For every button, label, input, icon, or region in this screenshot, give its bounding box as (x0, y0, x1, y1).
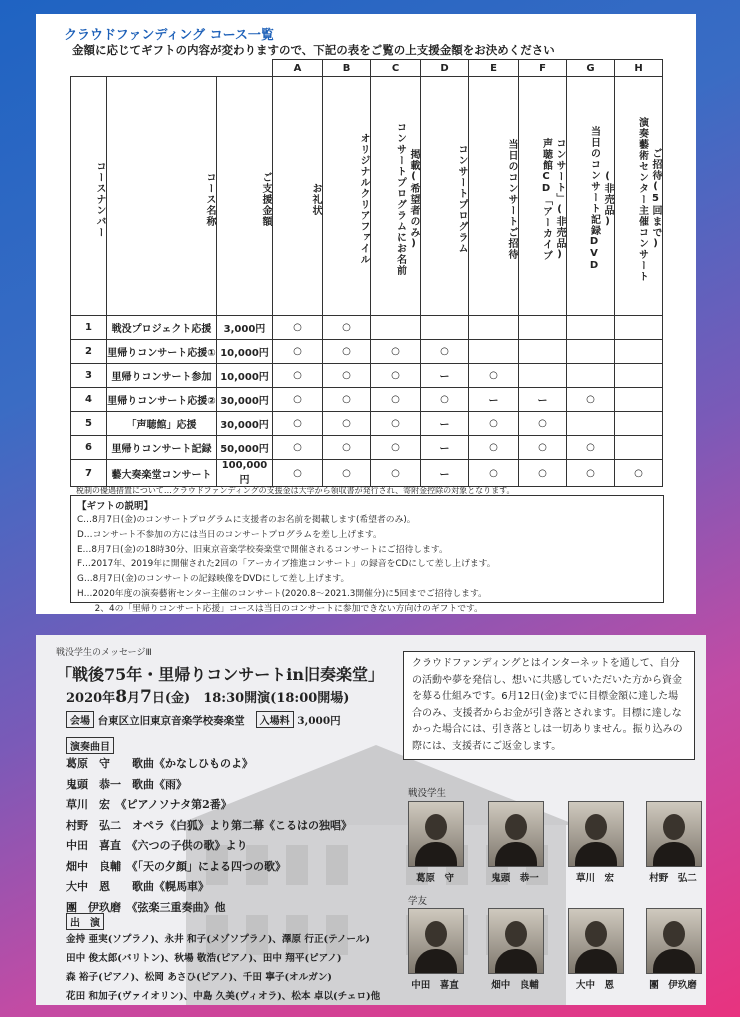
program-item: 村野 弘二 オペラ《白狐》より第二幕《こるはの独唱》 (66, 818, 352, 832)
gift-mark: ー (421, 436, 469, 460)
course-amount: 3,000円 (217, 316, 273, 340)
course-amount: 10,000円 (217, 364, 273, 388)
course-number: 4 (71, 388, 107, 412)
gift-mark: ○ (519, 460, 567, 487)
program-item: 大中 恩 歌曲《幌馬車》 (66, 880, 209, 893)
series-label: 戦没学生のメッセージⅢ (56, 648, 152, 658)
header-course-name: コース名称 (107, 77, 217, 316)
portrait-photo (408, 908, 464, 974)
program-item: 中田 喜直 《六つの子供の歌》より (66, 839, 248, 852)
gift-mark: ー (421, 364, 469, 388)
program-label: 演奏曲目 (66, 737, 114, 754)
column-letter: A (273, 60, 323, 77)
gift-mark (371, 316, 421, 340)
column-letter: C (371, 60, 421, 77)
portrait-photo (568, 908, 624, 974)
performer-line: 金持 亜実(ソプラノ)、永井 和子(メゾソプラノ)、澤原 行正(テノール) (66, 934, 370, 945)
gift-mark: ○ (371, 364, 421, 388)
gift-line: F…2017年、2019年に開催された2回の「アーカイブ推進コンサート」の録音をCDにして差し上げます。 (77, 559, 496, 570)
portrait-photo (488, 908, 544, 974)
gift-mark: ○ (421, 388, 469, 412)
course-table (70, 59, 663, 487)
course-row (71, 460, 663, 487)
gift-mark: ○ (567, 436, 615, 460)
gift-mark: ○ (323, 316, 371, 340)
course-list-subtitle: 金額に応じてギフトの内容が変わりますので、下記の表をご覧の上支援金額をお決めください (72, 43, 555, 57)
gift-line: 2、4の「里帰りコンサート応援」コースは当日のコンサートに参加できない方向けのギフトです。 (77, 603, 483, 614)
portrait-name: 團 伊玖磨 (649, 980, 697, 991)
portrait-photo (646, 801, 702, 867)
gift-mark: ○ (371, 412, 421, 436)
gift-mark (567, 340, 615, 364)
gift-mark: ○ (615, 460, 663, 487)
gift-mark: ○ (519, 436, 567, 460)
gift-mark (615, 364, 663, 388)
concert-title: 「戦後75年・里帰りコンサートin旧奏楽堂」 (56, 665, 384, 684)
performer-line: 森 裕子(ピアノ)、松岡 あさひ(ピアノ)、千田 寧子(オルガン) (66, 972, 332, 983)
course-list-title: クラウドファンディング コース一覧 (64, 28, 274, 43)
gift-mark: ○ (273, 340, 323, 364)
gift-mark (519, 316, 567, 340)
program-item: 畑中 良輔 《「天の夕顔」による四つの歌》 (66, 859, 286, 873)
gift-mark: ○ (567, 460, 615, 487)
course-name: 里帰りコンサート参加 (107, 364, 217, 388)
gift-mark: ○ (323, 364, 371, 388)
portrait-name: 鬼頭 恭一 (491, 873, 539, 884)
gift-mark: ○ (371, 340, 421, 364)
course-number: 7 (71, 460, 107, 487)
course-number: 5 (71, 412, 107, 436)
performer-line: 田中 俊太郎(バリトン)、秋場 敬浩(ピアノ)、田中 翔平(ピアノ) (66, 953, 342, 964)
header-gift-d: コンサートプログラム (421, 77, 469, 316)
gift-mark: ○ (469, 412, 519, 436)
concert-flyer (36, 635, 706, 1005)
gift-mark: ○ (371, 388, 421, 412)
header-amount: ご支援金額 (217, 77, 273, 316)
concert-date: 2020年8月7日(金) 18:30開演(18:00開場) (66, 687, 350, 707)
gift-mark (519, 340, 567, 364)
portrait-name: 中田 喜直 (411, 980, 459, 991)
gift-line: H…2020年度の演奏藝術センター主催のコンサート(2020.8〜2021.3開催分)に5回までご招待します。 (77, 588, 487, 599)
course-amount: 30,000円 (217, 388, 273, 412)
venue-name: 台東区立旧東京音楽学校奏楽堂 (97, 715, 245, 727)
portrait-name: 草川 宏 (575, 873, 614, 884)
course-row (71, 340, 663, 364)
gift-mark: ○ (323, 412, 371, 436)
performer-line: 花田 和加子(ヴァイオリン)、中島 久美(ヴィオラ)、松本 卓以(チェロ)他 (66, 991, 381, 1002)
column-letter: G (567, 60, 615, 77)
header-gift-a: お礼状 (273, 77, 323, 316)
gift-mark: ○ (273, 388, 323, 412)
gift-mark: ○ (323, 388, 371, 412)
gift-mark: ー (469, 388, 519, 412)
portrait-name: 畑中 良輔 (491, 980, 539, 991)
column-letter: F (519, 60, 567, 77)
fee-value: 3,000円 (297, 715, 341, 727)
column-letter: B (323, 60, 371, 77)
gift-mark: ○ (371, 460, 421, 487)
gift-mark (567, 364, 615, 388)
portrait-photo (488, 801, 544, 867)
gift-mark: ○ (273, 412, 323, 436)
header-gift-c: 掲載(希望者のみ) コンサートプログラムにお名前 (371, 77, 421, 316)
course-row (71, 412, 663, 436)
portrait-name: 葛原 守 (415, 873, 454, 884)
course-amount: 10,000円 (217, 340, 273, 364)
gift-explanation-box (70, 495, 664, 614)
program-item: 草川 宏 《ピアノソナタ第2番》 (66, 798, 232, 811)
gift-mark: ○ (323, 436, 371, 460)
program-item: 團 伊玖磨 《弦楽三重奏曲》他 (66, 900, 226, 914)
course-list-card (36, 14, 696, 614)
program-item: 葛原 守 歌曲《かなしひものよ》 (66, 757, 253, 770)
gift-mark: ○ (519, 412, 567, 436)
course-name: 「声聴館」応援 (107, 412, 217, 436)
course-number: 3 (71, 364, 107, 388)
gift-mark (615, 436, 663, 460)
course-number: 1 (71, 316, 107, 340)
gift-mark (519, 364, 567, 388)
header-gift-g: (非売品) 当日のコンサート記録DVD (567, 77, 615, 316)
portrait-photo (408, 801, 464, 867)
course-row (71, 316, 663, 340)
gift-line: E…8月7日(金)の18時30分、旧東京音楽学校奏楽堂で開催されるコンサートにご招待します。 (77, 544, 448, 555)
gift-mark: ○ (469, 460, 519, 487)
header-gift-b: オリジナルクリアファイル (323, 77, 371, 316)
gift-mark: ○ (323, 340, 371, 364)
gift-mark (567, 412, 615, 436)
gift-mark: ー (421, 460, 469, 487)
crowdfunding-info-box: クラウドファンディングとはインターネットを通して、自分の活動や夢を発信し、想いに共感していただいた方から資金を募る仕組みです。6月12日(金)までに目標金額に達した場合のみ、支援者からお金が引き落とされます。目標に達しなかった場合には、引き落としは一切ありません。振り込みの際には、支援者にご返金します。 (403, 651, 695, 760)
gift-mark: ○ (273, 436, 323, 460)
fee-label: 入場料 (256, 711, 294, 728)
course-row (71, 364, 663, 388)
gift-line: D…コンサート不参加の方には当日のコンサートプログラムを差し上げます。 (77, 529, 382, 540)
program-list (66, 735, 352, 918)
course-number: 2 (71, 340, 107, 364)
course-row (71, 388, 663, 412)
gift-mark (615, 316, 663, 340)
course-name: 里帰りコンサート応援② (107, 388, 217, 412)
portrait-photo (646, 908, 702, 974)
gift-mark (615, 340, 663, 364)
performers-label: 出 演 (66, 913, 104, 930)
gift-mark: ○ (469, 436, 519, 460)
portrait-name: 大中 恩 (575, 980, 614, 991)
course-name: 里帰りコンサート応援① (107, 340, 217, 364)
gift-mark (421, 316, 469, 340)
header-gift-f: コンサート」(非売品) 声聴館CD「アーカイブ (519, 77, 567, 316)
gift-mark (469, 316, 519, 340)
gift-mark: ○ (273, 460, 323, 487)
program-item: 鬼頭 恭一 歌曲《雨》 (66, 777, 187, 791)
course-amount: 100,000円 (217, 460, 273, 487)
header-gift-e: 当日のコンサートご招待 (469, 77, 519, 316)
tax-note: 税制の優遇措置について…クラウドファンディングの支援金は大学から領収書が発行され、寄附金控除の対象となります。 (76, 486, 515, 495)
gift-line: G…8月7日(金)のコンサートの記録映像をDVDにして差し上げます。 (77, 574, 350, 585)
column-letter: H (615, 60, 663, 77)
gift-mark: ー (519, 388, 567, 412)
group-label-students: 戦没学生 (408, 788, 447, 799)
venue-label: 会場 (66, 711, 94, 728)
course-row (71, 436, 663, 460)
performers-list (66, 911, 380, 1005)
header-gift-h: ご招待(5回まで) 演奏藝術センター主催コンサート (615, 77, 663, 316)
venue-line (66, 711, 341, 728)
course-name: 藝大奏楽堂コンサート (107, 460, 217, 487)
course-number: 6 (71, 436, 107, 460)
portrait-photo (568, 801, 624, 867)
gift-mark (615, 388, 663, 412)
gift-mark: ○ (323, 460, 371, 487)
course-amount: 50,000円 (217, 436, 273, 460)
gift-mark: ○ (273, 364, 323, 388)
gift-mark (615, 412, 663, 436)
gift-explanation-title: 【ギフトの説明】 (77, 501, 154, 512)
column-letter: D (421, 60, 469, 77)
gift-mark: ○ (469, 364, 519, 388)
gift-mark: ○ (421, 340, 469, 364)
gift-mark: ○ (567, 388, 615, 412)
gift-mark: ○ (273, 316, 323, 340)
course-name: 戦没プロジェクト応援 (107, 316, 217, 340)
gift-mark (469, 340, 519, 364)
header-course-number: コースナンバー (71, 77, 107, 316)
gift-mark (567, 316, 615, 340)
gift-line: C…8月7日(金)のコンサートプログラムに支援者のお名前を掲載します(希望者のみ)。 (77, 515, 416, 525)
portrait-name: 村野 弘二 (649, 873, 697, 884)
column-letter: E (469, 60, 519, 77)
course-amount: 30,000円 (217, 412, 273, 436)
group-label-friends: 学友 (408, 896, 428, 907)
gift-mark: ー (421, 412, 469, 436)
course-name: 里帰りコンサート記録 (107, 436, 217, 460)
gift-mark: ○ (371, 436, 421, 460)
